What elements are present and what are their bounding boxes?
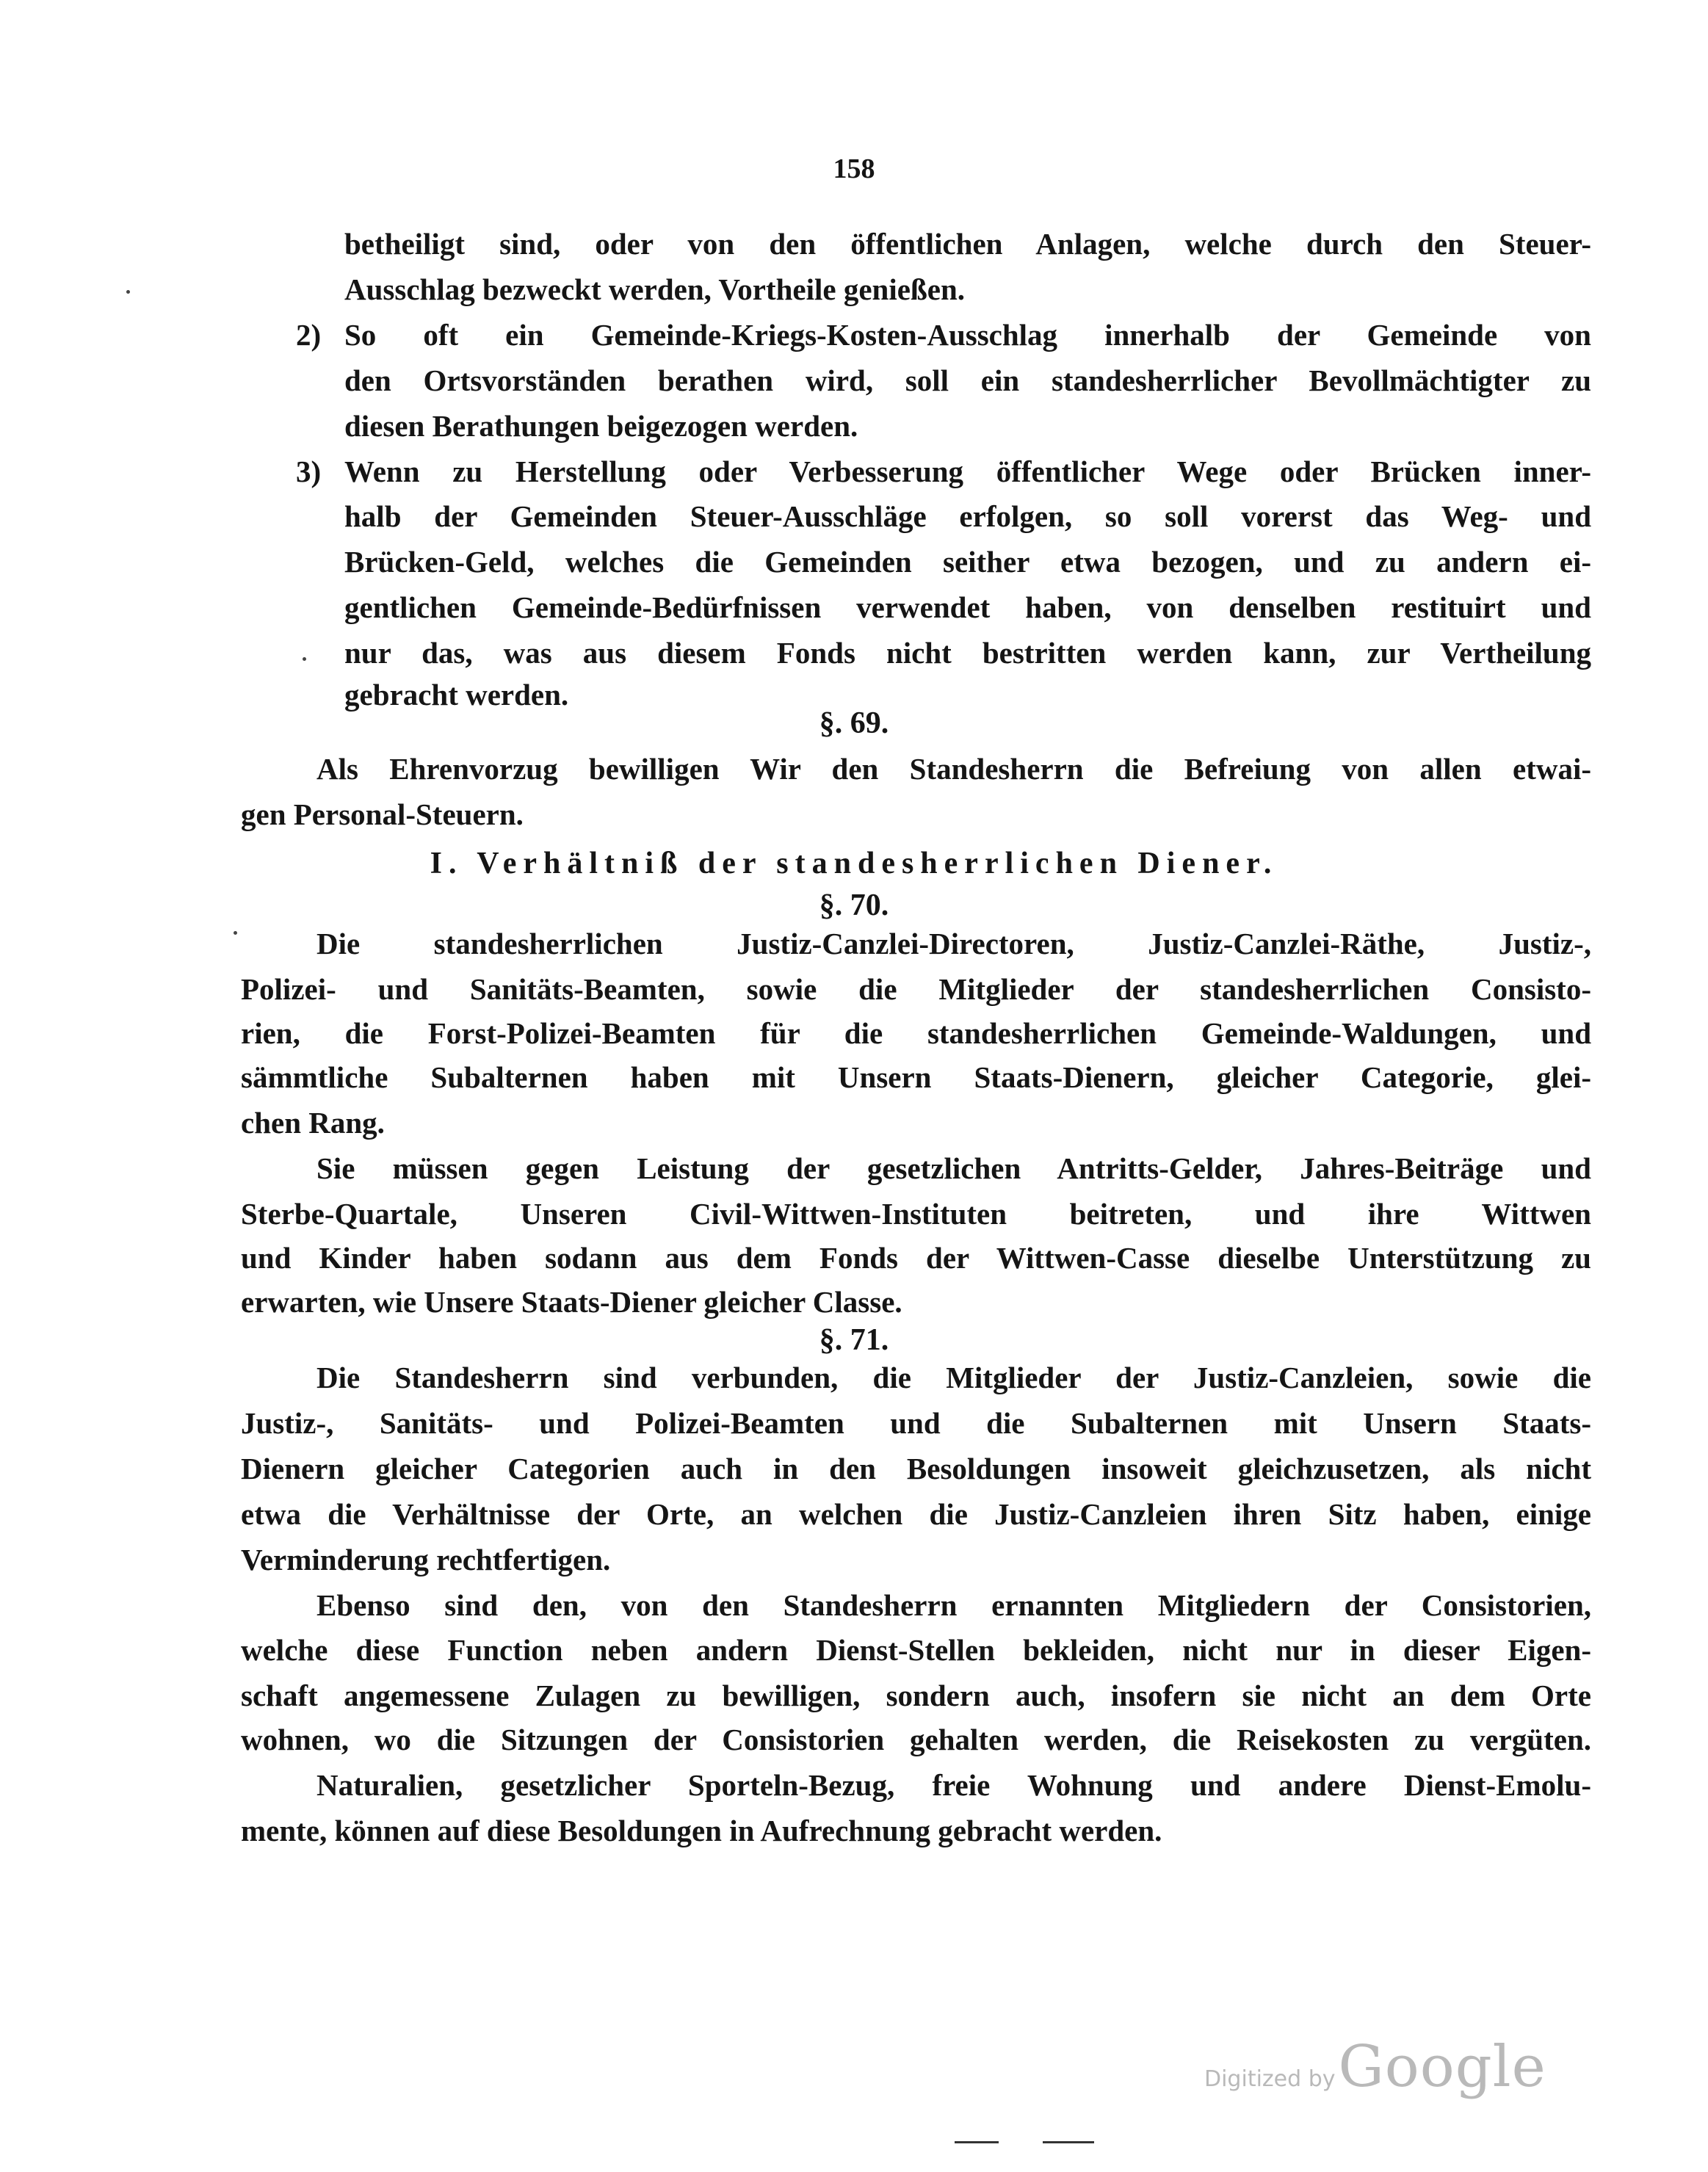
text-line: Sterbe-Quartale, Unseren Civil-Wittwen-Instituten beitreten, und ihre Wittwen <box>241 1197 1591 1231</box>
scan-speck <box>126 290 130 294</box>
list-item-number: 2) <box>296 318 322 352</box>
text-line: Verminderung rechtfertigen. <box>241 1543 611 1576</box>
section-heading-69: §. 69. <box>819 706 889 740</box>
text-line: rien, die Forst-Polizei-Beamten für die standesherrlichen Gemeinde-Waldungen, und <box>241 1016 1591 1050</box>
text-line: den Ortsvorständen berathen wird, soll ein standesherrlicher Bevollmächtigter zu <box>344 363 1591 397</box>
text-line: Wenn zu Herstellung oder Verbesserung öffentlicher Wege oder Brücken inner- <box>344 455 1591 488</box>
text-line: etwa die Verhältnisse der Orte, an welchen die Justiz-Canzleien ihren Sitz haben, einige <box>241 1497 1591 1531</box>
text-line: diesen Berathungen beigezogen werden. <box>344 409 858 443</box>
text-line: Dienern gleicher Categorien auch in den Besoldungen insoweit gleichzusetzen, als nicht <box>241 1452 1591 1485</box>
text-line: chen Rang. <box>241 1106 385 1140</box>
section-heading-71: §. 71. <box>819 1323 889 1357</box>
scan-speck <box>234 931 237 935</box>
text-line: wohnen, wo die Sitzungen der Consistorien gehalten werden, die Reisekosten zu vergüten. <box>241 1723 1591 1756</box>
text-line: Ebenso sind den, von den Standesherrn ernannten Mitgliedern der Consistorien, <box>316 1588 1591 1622</box>
text-line: betheiligt sind, oder von den öffentlichen Anlagen, welche durch den Steuer- <box>344 227 1591 261</box>
text-line: gebracht werden. <box>344 678 569 712</box>
scan-speck <box>303 657 306 661</box>
scan-mark <box>1043 2141 1094 2143</box>
text-line: Justiz-, Sanitäts- und Polizei-Beamten und die Subalternen mit Unsern Staats- <box>241 1406 1591 1440</box>
google-logo: Google <box>1338 2034 1546 2100</box>
text-line: Die Standesherrn sind verbunden, die Mitglieder der Justiz-Canzleien, sowie die <box>316 1361 1591 1394</box>
text-line: mente, können auf diese Besoldungen in Aufrechnung gebracht werden. <box>241 1814 1162 1847</box>
chapter-heading: I. Verhältniß der standesherrlichen Diener. <box>430 847 1278 880</box>
text-line: halb der Gemeinden Steuer-Ausschläge erfolgen, so soll vorerst das Weg- und <box>344 499 1591 533</box>
text-line: Naturalien, gesetzlicher Sporteln-Bezug, freie Wohnung und andere Dienst-Emolu- <box>316 1768 1591 1802</box>
text-line: Sie müssen gegen Leistung der gesetzlichen Antritts-Gelder, Jahres-Beiträge und <box>316 1151 1591 1185</box>
text-line: gen Personal-Steuern. <box>241 797 524 831</box>
text-line: Brücken-Geld, welches die Gemeinden seither etwa bezogen, und zu andern ei- <box>344 545 1591 579</box>
text-line: Als Ehrenvorzug bewilligen Wir den Standesherrn die Befreiung von allen etwai- <box>316 752 1591 786</box>
text-line: So oft ein Gemeinde-Kriegs-Kosten-Ausschlag innerhalb der Gemeinde von <box>344 318 1591 352</box>
text-line: Polizei- und Sanitäts-Beamten, sowie die Mitglieder der standesherrlichen Consisto- <box>241 972 1591 1006</box>
text-line: sämmtliche Subalternen haben mit Unsern Staats-Dienern, gleicher Categorie, glei- <box>241 1060 1591 1094</box>
text-line: Die standesherrlichen Justiz-Canzlei-Directoren, Justiz-Canzlei-Räthe, Justiz-, <box>316 927 1591 960</box>
text-line: nur das, was aus diesem Fonds nicht bestritten werden kann, zur Vertheilung <box>344 636 1591 670</box>
text-line: gentlichen Gemeinde-Bedürfnissen verwendet haben, von denselben restituirt und <box>344 590 1591 624</box>
section-heading-70: §. 70. <box>819 888 889 922</box>
text-line: Ausschlag bezweckt werden, Vortheile genießen. <box>344 272 966 306</box>
text-line: welche diese Function neben andern Dienst-Stellen bekleiden, nicht nur in dieser Eigen- <box>241 1633 1591 1667</box>
digitized-watermark <box>1204 2034 1546 2100</box>
list-item-number: 3) <box>296 455 322 488</box>
text-line: erwarten, wie Unsere Staats-Diener gleicher Classe. <box>241 1285 902 1319</box>
text-line: und Kinder haben sodann aus dem Fonds der Wittwen-Casse dieselbe Unterstützung zu <box>241 1241 1591 1275</box>
scan-mark <box>955 2141 999 2143</box>
watermark-prefix: Digitized by <box>1204 2066 1336 2092</box>
text-line: schaft angemessene Zulagen zu bewilligen, sondern auch, insofern sie nicht an dem Orte <box>241 1679 1591 1712</box>
page-number: 158 <box>833 153 875 184</box>
